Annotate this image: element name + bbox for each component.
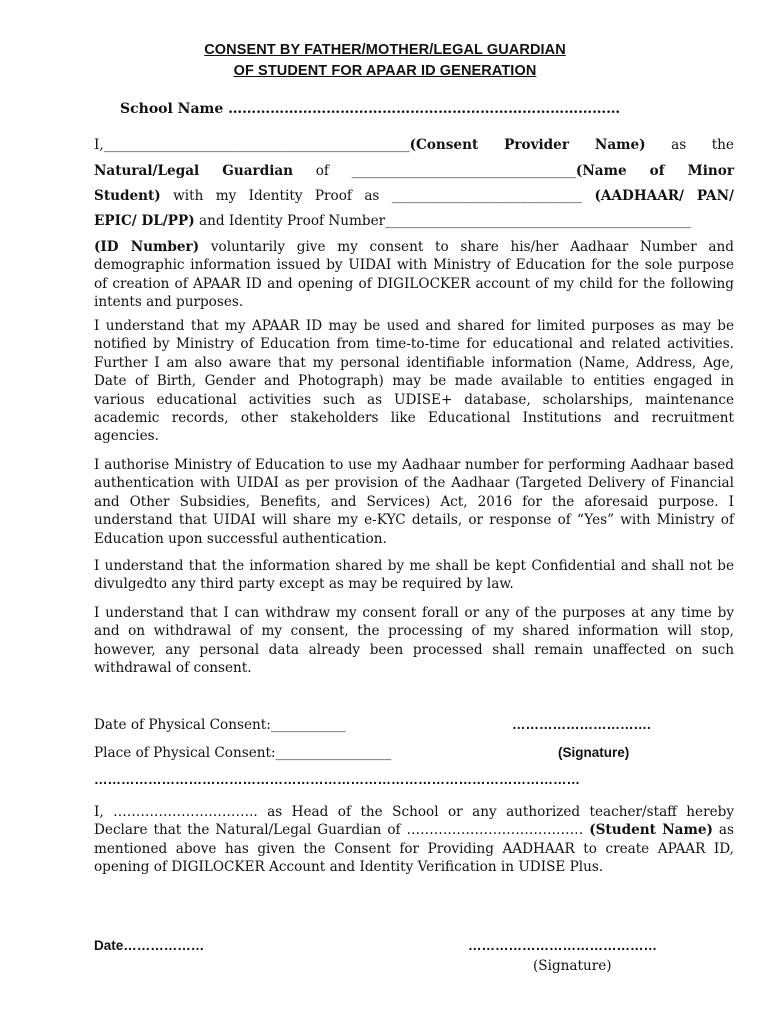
paragraph-authorise: I authorise Ministry of Education to use my Aadhaar number for performing Aadhaar based authentication with UIDAI as per provision of the Aadhaar (Targeted Delivery of Financial and Other Subsidies, Benefits, and Services) Act, 2016 for the aforesaid purpose. I understand that UIDAI will share my e-KYC details, or response of “Yes” with Ministry of Education upon successful authentication.	[94, 457, 734, 547]
minor-name-blank: of _________________________________	[315, 163, 576, 179]
declaration-intro: I, ………………………….. as Head of the School or any authorized teacher/staff hereby Declare that the Natural/Legal Guardian of …………………………………	[94, 804, 734, 839]
footer-signature-dots: ……………………………………	[468, 938, 657, 953]
school-name-dots: …………………………………………………………………………	[228, 101, 621, 117]
id-types-label: (AADHAAR/ PAN/	[594, 188, 734, 204]
declaration-rest: as mentioned above has given the Consent for Providing AADHAAR to create APAAR ID, opening of DIGILOCKER Account and Identity Verification in UDISE Plus.	[94, 822, 734, 876]
consent-line-2	[94, 162, 734, 180]
declaration-paragraph	[94, 803, 734, 877]
id-types-label-cont: EPIC/ DL/PP)	[94, 213, 195, 229]
consent-provider-label: (Consent Provider Name)	[409, 137, 646, 153]
student-name-label: (Student Name)	[589, 822, 713, 839]
paragraph-consent-text: voluntarily give my consent to share his/her Aadhaar Number and demographic information issued by UIDAI with Ministry of Education for the sole purpose of creation of APAAR ID and opening of DIGILOCKER account of my child for the following intents and purposes.	[94, 239, 734, 311]
consent-provider-blank: I,_____________________________________________	[94, 137, 410, 153]
id-number-blank: and Identity Proof Number_____________________________________________	[198, 213, 692, 229]
minor-name-label: (Name of Minor	[575, 163, 734, 179]
title-line-1: CONSENT BY FATHER/MOTHER/LEGAL GUARDIAN	[204, 42, 566, 58]
paragraph-confidential: I understand that the information shared by me shall be kept Confidential and shall not be divulgedto any third party except as may be required by law.	[94, 558, 734, 593]
identity-proof-blank: with my Identity Proof as ____________________________	[173, 188, 583, 204]
id-number-label: (ID Number)	[94, 239, 200, 255]
as-the-text: as the	[671, 137, 734, 153]
signature-label: (Signature)	[558, 745, 630, 760]
footer-date-field: Date………………	[94, 938, 205, 953]
footer-signature-label: (Signature)	[533, 958, 612, 974]
school-name-row	[120, 101, 620, 117]
title-line-2: OF STUDENT FOR APAAR ID GENERATION	[233, 63, 537, 79]
paragraph-consent	[94, 238, 734, 312]
paragraph-withdraw: I understand that I can withdraw my consent forall or any of the purposes at any time by and on withdrawal of my consent, the processing of my shared information will stop, however, any personal data already been processed shall remain unaffected on such withdrawal of consent.	[94, 605, 734, 677]
consent-line-4	[94, 212, 734, 230]
guardian-label: Natural/Legal Guardian	[94, 163, 294, 179]
consent-line-3	[94, 187, 734, 205]
consent-line-1	[94, 136, 734, 154]
school-name-label: School Name	[120, 101, 224, 117]
student-label: Student)	[94, 188, 161, 204]
date-of-consent-field: Date of Physical Consent:___________	[94, 717, 346, 733]
signature-dots: ………………………….	[512, 717, 651, 732]
separator-dots: ………………………………………………………………………………………………	[94, 772, 580, 787]
paragraph-apaar-usage: I understand that my APAAR ID may be used and shared for limited purposes as may be notified by Ministry of Education from time-to-time for educational and related activities. Further I am also aware that my personal identifiable information (Name, Address, Age, Date of Birth, Gender and Photograph) may be made available to entities engaged in various educational activities such as UDISE+ database, scholarships, maintenance academic records, other stakeholders like Educational Institutions and recruitment agencies.	[94, 318, 734, 445]
place-of-consent-field: Place of Physical Consent:_________________	[94, 745, 392, 761]
